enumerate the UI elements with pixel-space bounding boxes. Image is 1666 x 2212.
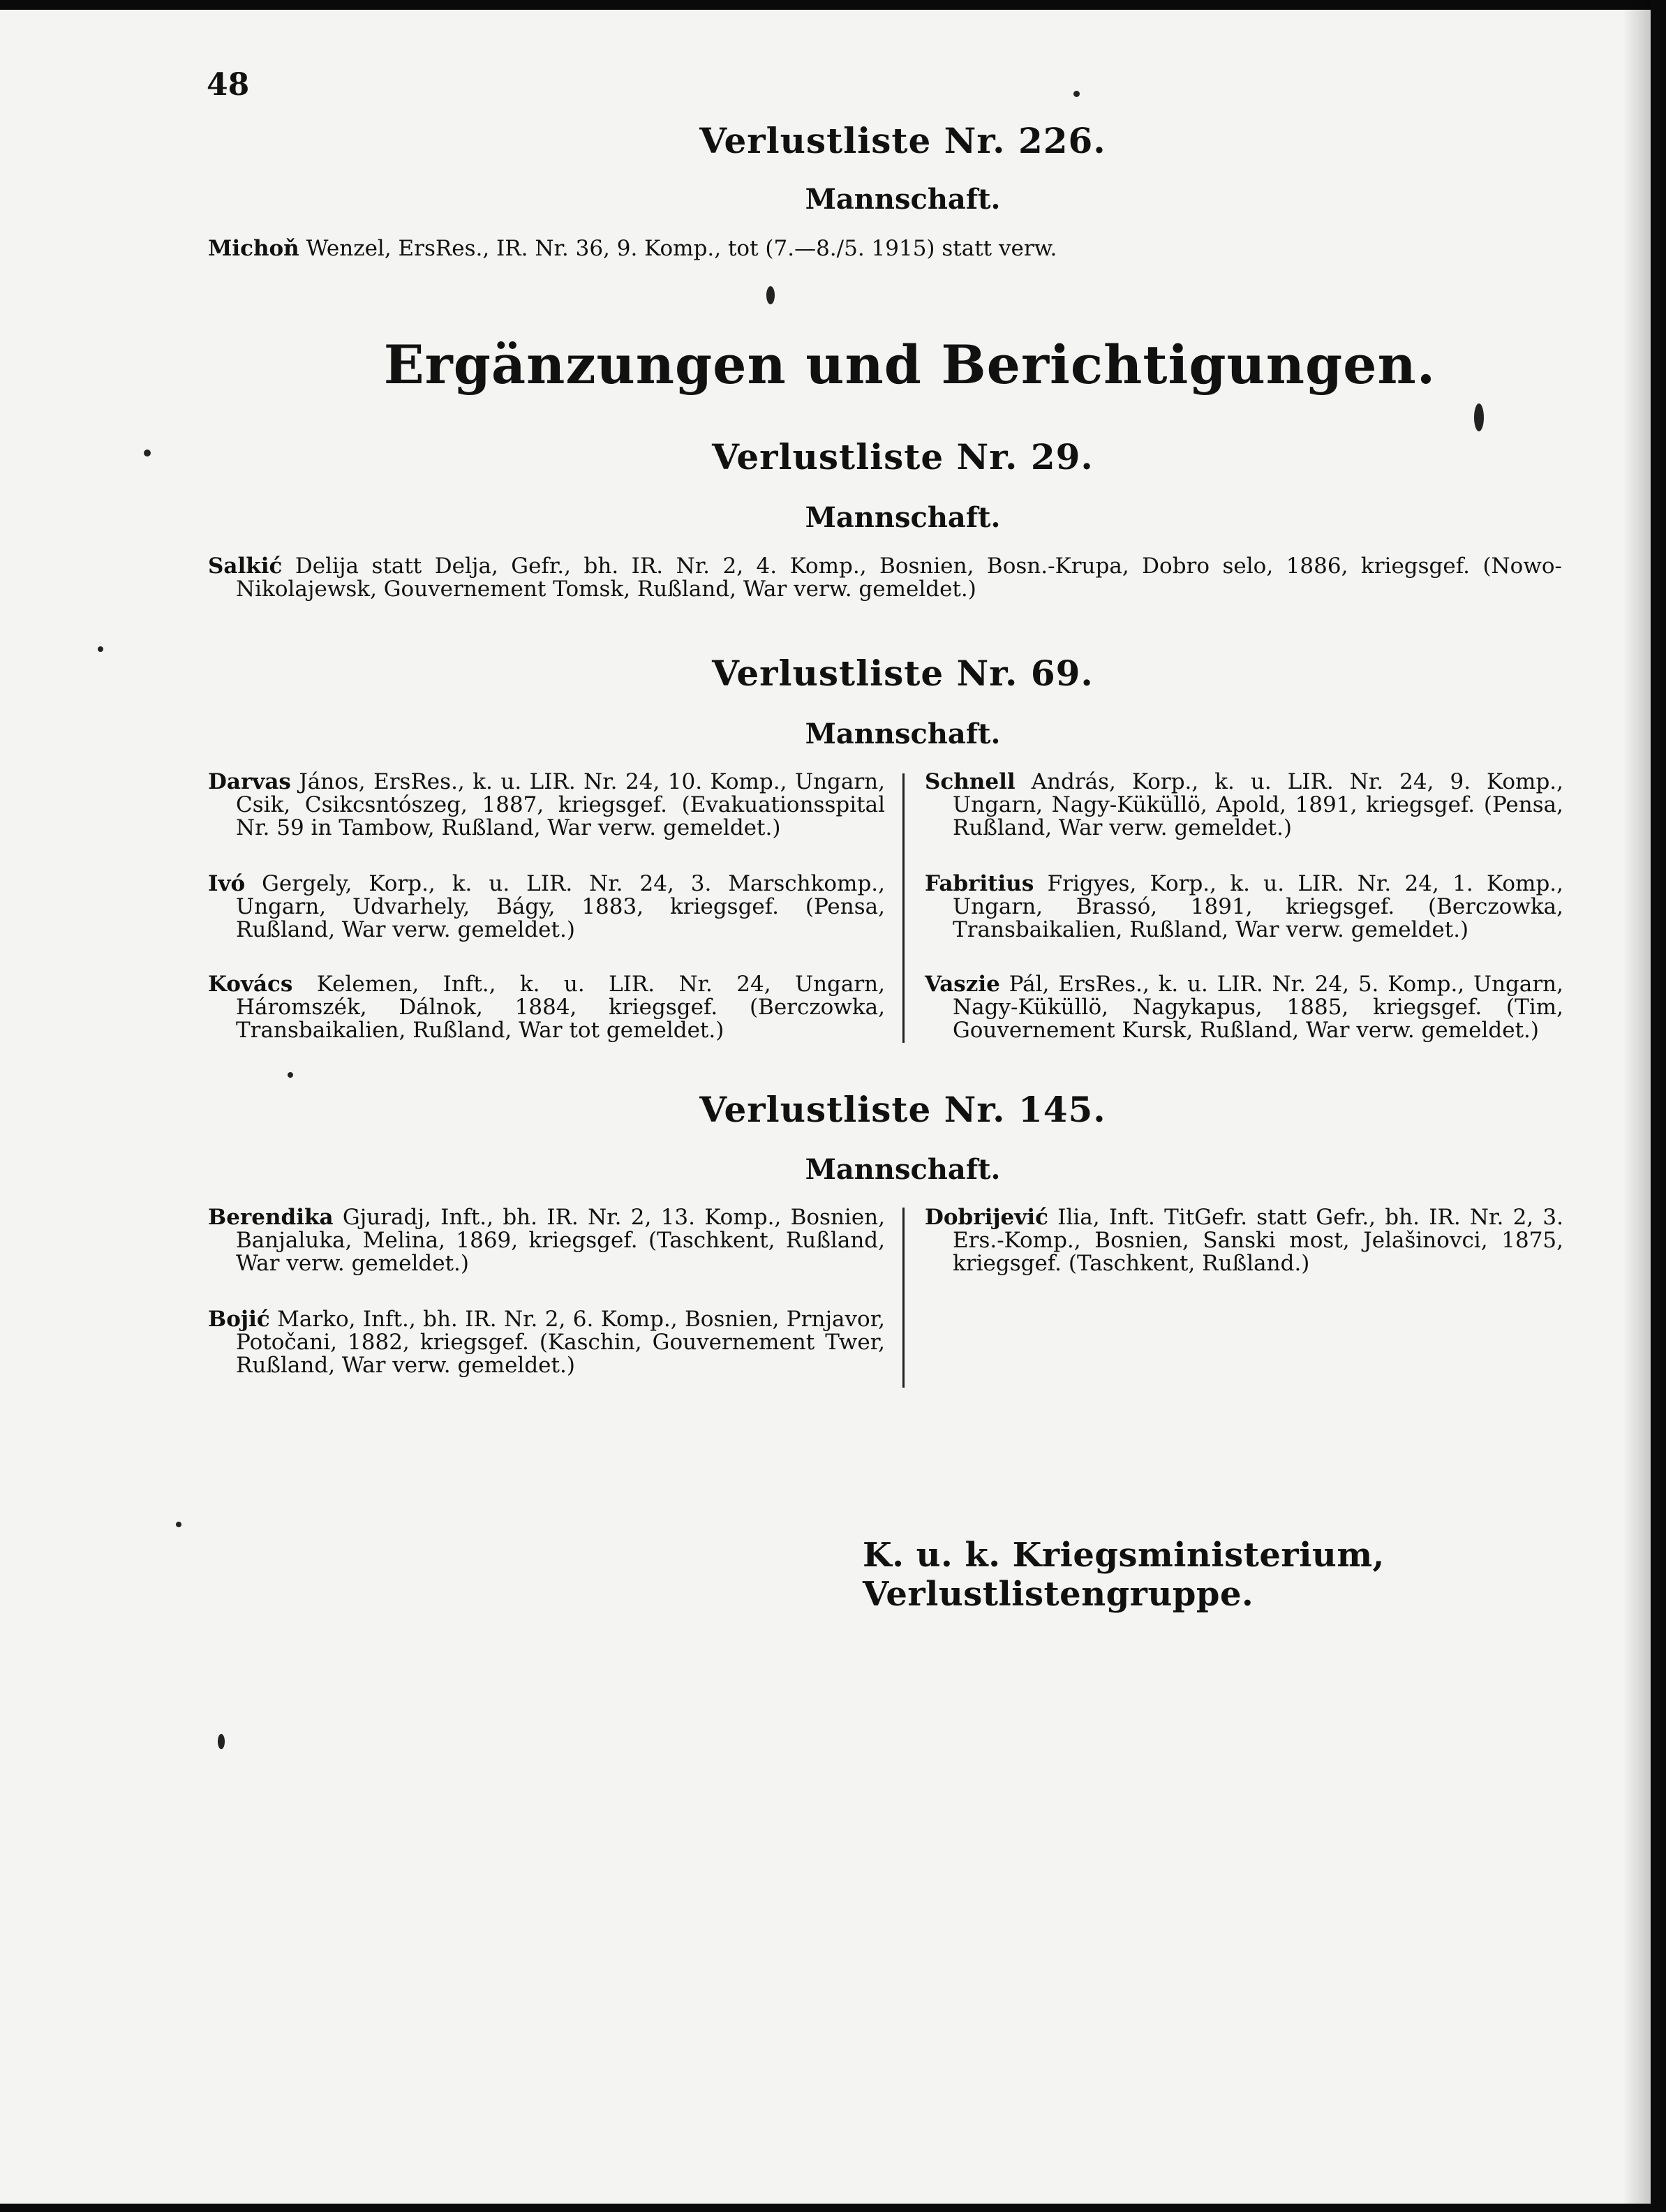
section-145-right-entry xyxy=(925,1206,1563,1275)
section-145-subtitle: Mannschaft. xyxy=(805,1153,1001,1186)
signature: K. u. k. Kriegsministerium, Verlustlistengruppe. xyxy=(863,1536,1385,1614)
entry-name: Schnell xyxy=(925,769,1016,794)
section-69-right-entry xyxy=(925,873,1563,942)
entry-name: Salkić xyxy=(208,554,283,579)
column-divider xyxy=(902,773,905,1043)
entry-text: János, ErsRes., k. u. LIR. Nr. 24, 10. Komp., Ungarn, Csik, Csikcsntószeg, 1887, kriegsgef. (Evakuationsspital Nr. 59 in Tambow, Rußland, War verw. gemeldet.) xyxy=(236,769,886,840)
scan-speck xyxy=(144,450,151,456)
entry-text: Kelemen, Inft., k. u. LIR. Nr. 24, Ungarn, Háromszék, Dálnok, 1884, kriegsgef. (Berczowka, Transbaikalien, Rußland, War tot gemeldet.) xyxy=(236,972,885,1043)
section-69-left-entry xyxy=(208,771,885,840)
entry-text: Frigyes, Korp., k. u. LIR. Nr. 24, 1. Komp., Ungarn, Brassó, 1891, kriegsgef. (Berczowka, Transbaikalien, Rußland, War verw. gemeldet.) xyxy=(953,871,1563,942)
section-145-title: Verlustliste Nr. 145. xyxy=(699,1089,1106,1130)
section-69-title: Verlustliste Nr. 69. xyxy=(712,653,1094,694)
entry-text: Ilia, Inft. TitGefr. statt Gefr., bh. IR. Nr. 2, 3. Ers.-Komp., Bosnien, Sanski most, Jelašinovci, 1875, kriegsgef. (Taschkent, Rußland.) xyxy=(953,1205,1563,1276)
entry-name: Berendika xyxy=(208,1205,334,1230)
entry-name: Darvas xyxy=(208,769,291,794)
entry-text: Gergely, Korp., k. u. LIR. Nr. 24, 3. Marschkomp., Ungarn, Udvarhely, Bágy, 1883, kriegsgef. (Pensa, Rußland, War verw. gemeldet.) xyxy=(236,871,885,942)
scan-border-top xyxy=(0,0,1666,10)
main-title: Ergänzungen und Berichtigungen. xyxy=(383,334,1436,396)
section-29-title: Verlustliste Nr. 29. xyxy=(712,436,1094,477)
scan-border-bottom xyxy=(0,2204,1666,2212)
entry-name: Michoň xyxy=(208,236,299,261)
entry-name: Ivó xyxy=(208,871,246,896)
entry-text: Wenzel, ErsRes., IR. Nr. 36, 9. Komp., tot (7.—8./5. 1915) statt verw. xyxy=(306,236,1057,261)
scan-speck xyxy=(288,1072,293,1078)
section-29-entry xyxy=(208,555,1562,601)
section-69-subtitle: Mannschaft. xyxy=(805,718,1001,750)
entry-name: Vaszie xyxy=(925,972,1000,997)
scan-speck xyxy=(1073,91,1080,97)
entry-name: Bojić xyxy=(208,1307,270,1332)
entry-text: Gjuradj, Inft., bh. IR. Nr. 2, 13. Komp., Bosnien, Banjaluka, Melina, 1869, kriegsgef. (Taschkent, Rußland, War verw. gemeldet.) xyxy=(236,1205,885,1276)
section-226-subtitle: Mannschaft. xyxy=(805,183,1001,216)
entry-text: András, Korp., k. u. LIR. Nr. 24, 9. Komp., Ungarn, Nagy-Küküllö, Apold, 1891, kriegsgef. (Pensa, Rußland, War verw. gemeldet.) xyxy=(953,769,1563,840)
section-69-left-entry xyxy=(208,973,885,1042)
section-226-title: Verlustliste Nr. 226. xyxy=(699,120,1106,161)
section-29-subtitle: Mannschaft. xyxy=(805,501,1001,534)
page-number: 48 xyxy=(207,67,250,103)
scan-speck xyxy=(766,286,775,304)
entry-text: Delija statt Delja, Gefr., bh. IR. Nr. 2, 4. Komp., Bosnien, Bosn.-Krupa, Dobro selo, 1886, kriegsgef. (Nowo-Nikolajewsk, Gouvernement Tomsk, Rußland, War verw. gemeldet.) xyxy=(236,554,1563,602)
section-69-right-entry xyxy=(925,771,1563,840)
scan-speck xyxy=(218,1734,225,1749)
column-divider xyxy=(902,1208,905,1388)
scan-speck xyxy=(98,646,103,652)
entry-text: Pál, ErsRes., k. u. LIR. Nr. 24, 5. Komp., Ungarn, Nagy-Küküllö, Nagykapus, 1885, kriegsgef. (Tim, Gouvernement Kursk, Rußland, War verw. gemeldet.) xyxy=(953,972,1564,1043)
entry-name: Dobrijević xyxy=(925,1205,1048,1230)
entry-name: Fabritius xyxy=(925,871,1034,896)
section-69-left-entry xyxy=(208,873,885,942)
section-145-left-entry xyxy=(208,1206,885,1275)
scan-speck xyxy=(1474,403,1484,431)
entry-text: Marko, Inft., bh. IR. Nr. 2, 6. Komp., Bosnien, Prnjavor, Potočani, 1882, kriegsgef. (Kaschin, Gouvernement Twer, Rußland, War verw. gemeldet.) xyxy=(236,1307,885,1378)
scan-speck xyxy=(176,1522,181,1527)
section-69-right-entry xyxy=(925,973,1563,1042)
section-226-entry xyxy=(208,237,1115,260)
entry-name: Kovács xyxy=(208,972,293,997)
section-145-left-entry xyxy=(208,1308,885,1377)
